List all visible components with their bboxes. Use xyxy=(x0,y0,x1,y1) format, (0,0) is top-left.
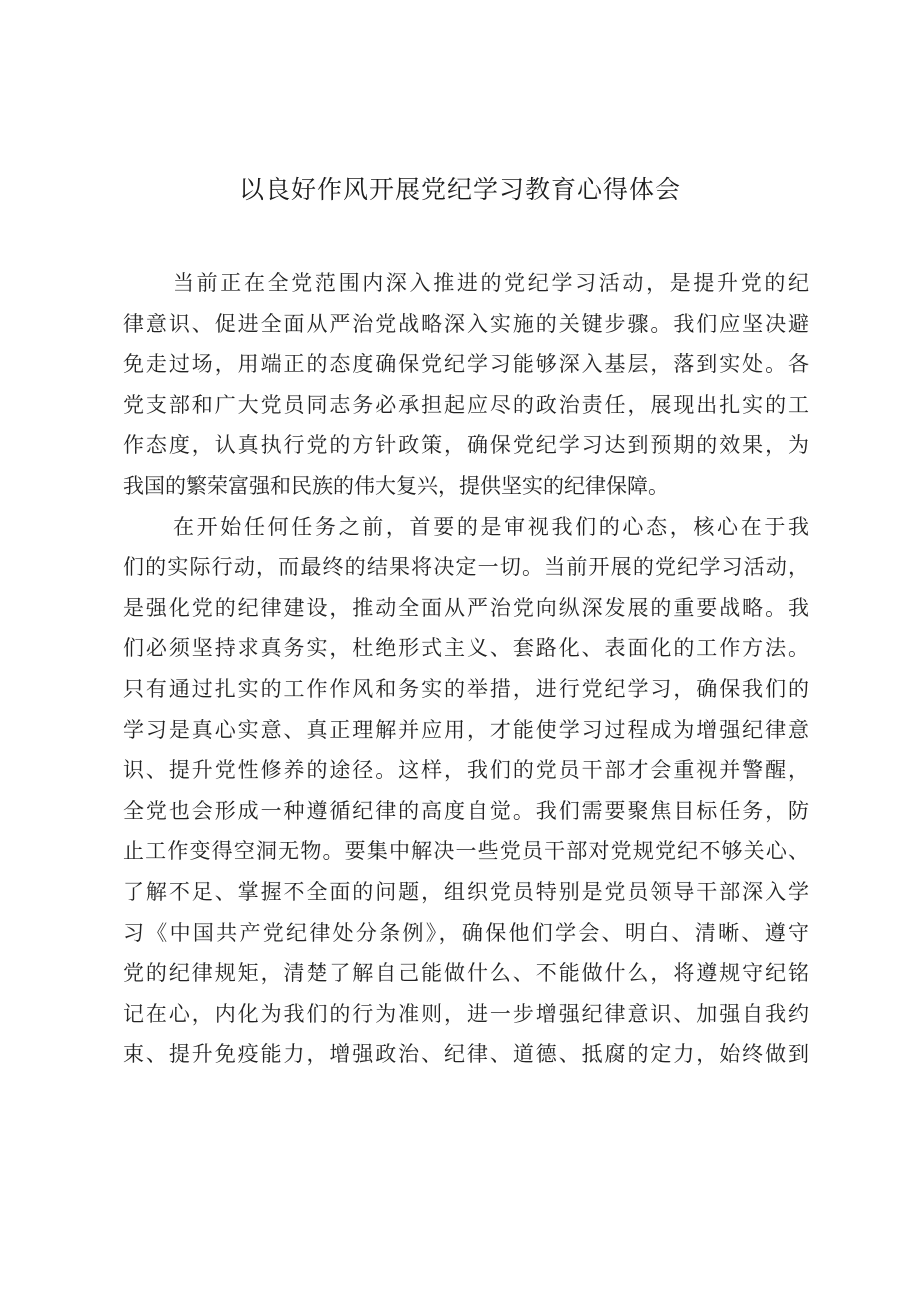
text-line: 束、提升免疫能力，增强政治、纪律、道德、抵腐的定力，始终做到 xyxy=(123,1042,809,1067)
text-line: 是强化党的纪律建设，推动全面从严治党向纵深发展的重要战略。我 xyxy=(123,595,809,620)
text-line: 作态度，认真执行党的方针政策，确保党纪学习达到预期的效果，为 xyxy=(123,433,809,458)
text-line: 全党也会形成一种遵循纪律的高度自觉。我们需要聚焦目标任务，防 xyxy=(123,798,809,823)
document-body xyxy=(123,263,809,1075)
text-line: 党支部和广大党员同志务必承担起应尽的政治责任，展现出扎实的工 xyxy=(123,392,809,417)
text-line: 在开始任何任务之前，首要的是审视我们的心态，核心在于我 xyxy=(173,514,809,539)
text-line: 止工作变得空洞无物。要集中解决一些党员干部对党规党纪不够关心、 xyxy=(123,839,809,864)
text-line: 只有通过扎实的工作作风和务实的举措，进行党纪学习，确保我们的 xyxy=(123,676,809,701)
paragraph-1 xyxy=(123,263,809,507)
text-line: 们的实际行动，而最终的结果将决定一切。当前开展的党纪学习活动， xyxy=(123,555,809,580)
text-line: 免走过场，用端正的态度确保党纪学习能够深入基层，落到实处。各 xyxy=(123,352,809,377)
paragraph-2 xyxy=(123,507,809,1075)
text-line: 我国的繁荣富强和民族的伟大复兴，提供坚实的纪律保障。 xyxy=(123,473,669,498)
text-line: 律意识、促进全面从严治党战略深入实施的关键步骤。我们应坚决避 xyxy=(123,311,809,336)
text-line: 习《中国共产党纪律处分条例》，确保他们学会、明白、清晰、遵守 xyxy=(123,920,809,945)
text-line: 党的纪律规矩，清楚了解自己能做什么、不能做什么，将遵规守纪铭 xyxy=(123,961,809,986)
text-line: 了解不足、掌握不全面的问题，组织党员特别是党员领导干部深入学 xyxy=(123,879,809,904)
text-line: 识、提升党性修养的途径。这样，我们的党员干部才会重视并警醒， xyxy=(123,758,809,783)
text-line: 记在心，内化为我们的行为准则，进一步增强纪律意识、加强自我约 xyxy=(123,1001,809,1026)
text-line: 当前正在全党范围内深入推进的党纪学习活动，是提升党的纪 xyxy=(173,271,809,295)
document-title: 以良好作风开展党纪学习教育心得体会 xyxy=(238,175,681,204)
text-line: 学习是真心实意、真正理解并应用，才能使学习过程成为增强纪律意 xyxy=(123,717,809,742)
text-line: 们必须坚持求真务实，杜绝形式主义、套路化、表面化的工作方法。 xyxy=(123,636,809,661)
